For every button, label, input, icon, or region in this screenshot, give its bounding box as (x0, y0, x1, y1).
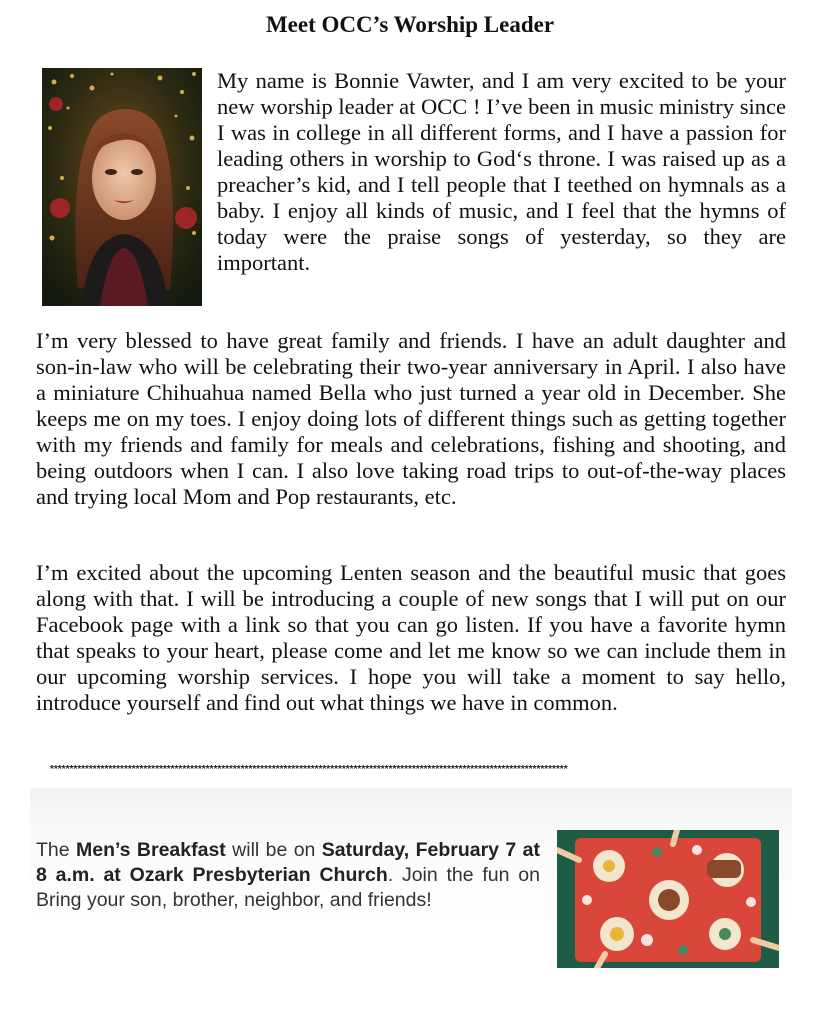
article-title: Meet OCC’s Worship Leader (265, 12, 555, 37)
breakfast-text-part: . Join the fun on Bring your son, brother, neighbor, and friends! (36, 864, 540, 911)
breakfast-text-part: The (36, 839, 76, 861)
breakfast-event-name: Men’s Breakfast (75, 839, 226, 861)
asterisk-divider: ************************************************************************************************************************************* (50, 764, 568, 775)
breakfast-date-location: Saturday, February 7 at 8 a.m. at Ozark Presbyterian Church (36, 839, 540, 886)
breakfast-text-part: will be on (225, 839, 322, 861)
worship-leader-photo (42, 68, 202, 306)
intro-paragraph: My name is Bonnie Vawter, and I am very excited to be your new worship leader at OCC ! I’ve been in music ministry since I was in college in all different forms, and I have a passion for leading others in worship to God‘s throne. I was raised up as a preacher’s kid, and I tell people that I teethed on hymnals as a baby. I enjoy all kinds of music, and I feel that the hymns of today were the praise songs of yesterday, so they are important. (217, 68, 786, 275)
breakfast-announcement (36, 838, 540, 913)
family-paragraph: I’m very blessed to have great family and friends. I have an adult daughter and son-in-law who will be celebrating their two-year anniversary in April. I also have a miniature Chihuahua named Bella who just turned a year old in December. She keeps me on my toes. I enjoy doing lots of different things such as getting together with my friends and family for meals and celebrations, fishing and shooting, and being outdoors when I can. I also love taking road trips to out-of-the-way places and trying local Mom and Pop restaurants, etc. (36, 328, 786, 509)
breakfast-table-illustration (557, 830, 779, 968)
lenten-paragraph: I’m excited about the upcoming Lenten season and the beautiful music that goes along with that. I will be introducing a couple of new songs that I will put on our Facebook page with a link so that you can go listen. If you have a favorite hymn that speaks to your heart, please come and let me know so we can include them in our upcoming worship services. I hope you will take a moment to say hello, introduce yourself and find out what things we have in common. (36, 560, 786, 715)
